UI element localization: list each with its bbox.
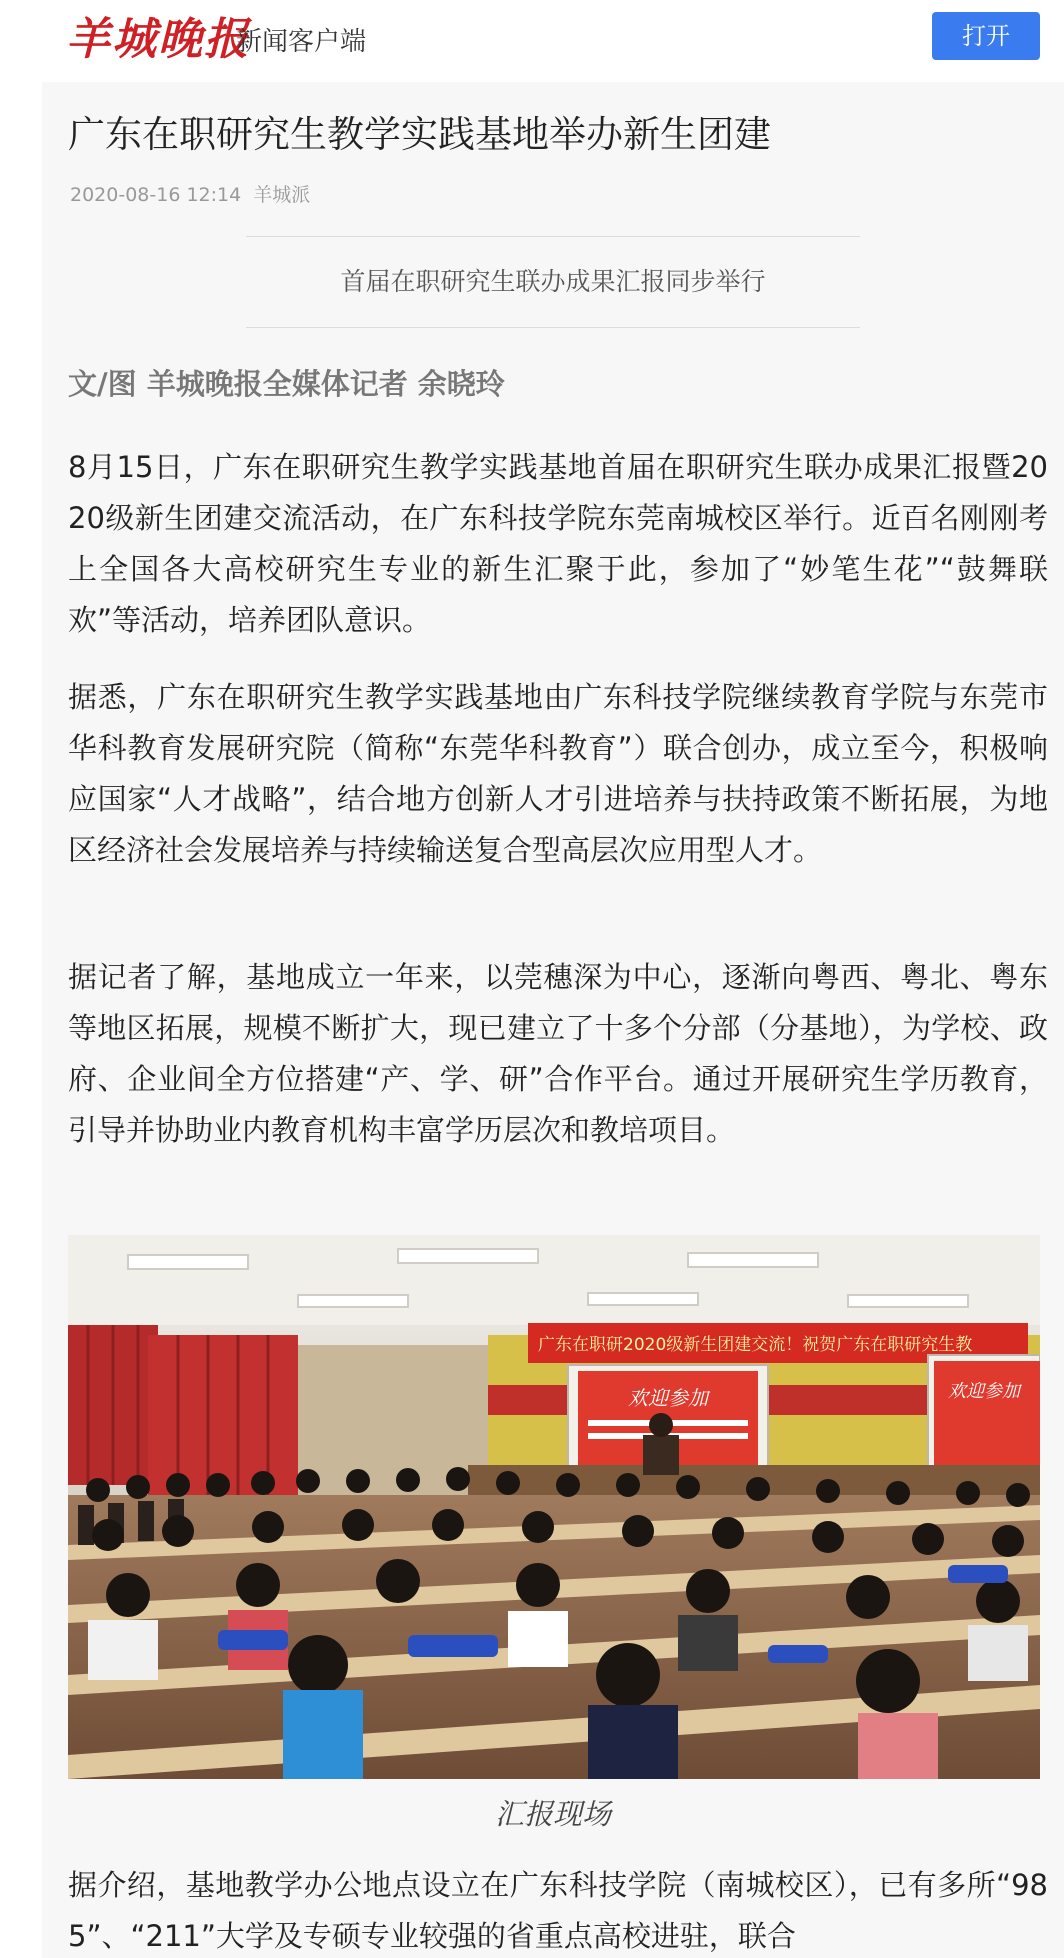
publish-datetime: 2020-08-16 12:14 (70, 184, 242, 206)
paragraph-4: 据介绍，基地教学办公地点设立在广东科技学院（南城校区），已有多所“985”、“211”大学及专硕专业较强的省重点高校进驻，联合 (68, 1868, 1048, 1953)
photo-caption: 汇报现场 (494, 1797, 611, 1831)
app-name: 新闻客户端 (236, 27, 367, 57)
article-photo (68, 1235, 1040, 1779)
banner-text: 广东在职研2020级新生团建交流！祝贺广东在职研究生教 (538, 1335, 973, 1355)
article-subtitle: 首届在职研究生联办成果汇报同步举行 (246, 236, 860, 328)
open-app-button[interactable]: 打开 (932, 12, 1040, 60)
paragraph-3: 据记者了解，基地成立一年来，以莞穗深为中心，逐渐向粤西、粤北、粤东等地区拓展，规模不断扩大，现已建立了十多个分部（分基地），为学校、政府、企业间全方位搭建“产、学、研”合作平台。通过开展研究生学历教育，引导并协助业内教育机构丰富学历层次和教培项目。 (68, 960, 1048, 1147)
right-screen-text: 欢迎参加 (948, 1381, 1020, 1402)
article-byline: 文/图 羊城晚报全媒体记者 余晓玲 (68, 367, 505, 401)
article-source: 羊城派 (253, 184, 311, 206)
brand-logo: 羊城晚报 (66, 14, 250, 65)
article-container (42, 82, 1064, 1958)
event-photo-illustration (68, 1235, 1040, 1779)
paragraph-2: 据悉，广东在职研究生教学实践基地由广东科技学院继续教育学院与东莞市华科教育发展研究院（简称“东莞华科教育”）联合创办，成立至今，积极响应国家“人才战略”，结合地方创新人才引进培养与扶持政策不断拓展，为地区经济社会发展培养与持续输送复合型高层次应用型人才。 (68, 680, 1048, 867)
article-meta (70, 182, 322, 208)
article-title: 广东在职研究生教学实践基地举办新生团建 (68, 113, 771, 156)
left-screen-text: 欢迎参加 (628, 1386, 708, 1410)
app-header (0, 0, 1064, 80)
paragraph-1: 8月15日，广东在职研究生教学实践基地首届在职研究生联办成果汇报暨2020级新生团建交流活动，在广东科技学院东莞南城校区举行。近百名刚刚考上全国各大高校研究生专业的新生汇聚于此，参加了“妙笔生花”“鼓舞联欢”等活动，培养团队意识。 (68, 450, 1048, 637)
